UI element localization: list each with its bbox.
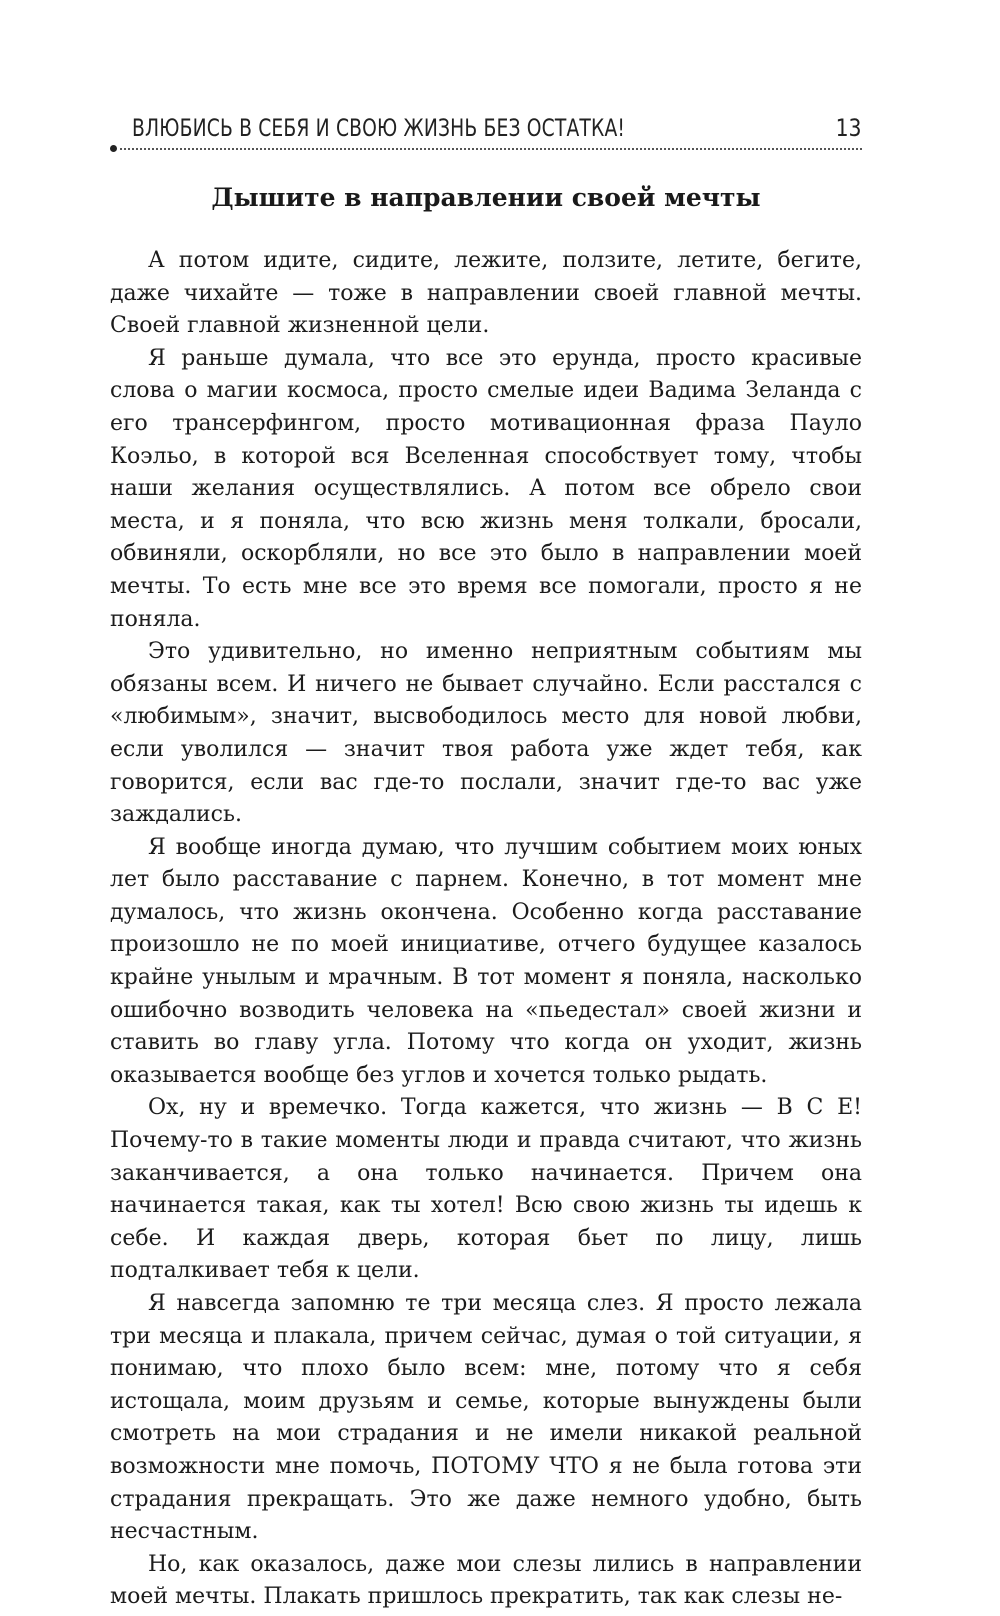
paragraph: Это удивительно, но именно неприятным событиям мы обязаны всем. И ничего не бывает случайно. Если расстался с «любимым», значит, высвободилось место для новой любви, если уволился — значит твоя работа уже ждет тебя, как говорится, если вас где-то послали, значит где-то вас уже заждались. xyxy=(110,639,862,828)
paragraph: Я вообще иногда думаю, что лучшим событием моих юных лет было расставание с парнем. Конечно, в тот момент мне думалось, что жизнь окончена. Особенно когда расставание произошло не по моей инициативе, отчего будущее казалось крайне унылым и мрачным. В тот момент я поняла, насколько ошибочно возводить человека на «пьедестал» своей жизни и ставить во главу угла. Потому что когда он уходит, жизнь оказывается вообще без углов и хочется только рыдать. xyxy=(110,834,862,1088)
header-dotted-rule xyxy=(110,145,862,153)
dotted-line xyxy=(120,148,862,150)
bullet-dot-icon xyxy=(110,145,117,152)
paragraph: Ох, ну и времечко. Тогда кажется, что жизнь — В С Е! Почему-то в такие моменты люди и правда считают, что жизнь заканчивается, а она только начинается. Причем она начинается такая, как ты хотел! Всю свою жизнь ты идешь к себе. И каждая дверь, которая бьет по лицу, лишь подталкивает тебя к цели. xyxy=(110,1095,862,1284)
page-number: 13 xyxy=(836,114,862,142)
body-text xyxy=(110,245,862,1614)
paragraph: Но, как оказалось, даже мои слезы лились в направлении моей мечты. Плакать пришлось прекратить, так как слезы не- xyxy=(110,1551,862,1610)
paragraph: А потом идите, сидите, лежите, ползите, летите, бегите, даже чихайте — тоже в направлении своей главной мечты. Своей главной жизненной цели. xyxy=(110,248,862,339)
running-title: ВЛЮБИСЬ В СЕБЯ И СВОЮ ЖИЗНЬ БЕЗ ОСТАТКА! xyxy=(132,114,626,142)
paragraph: Я навсегда запомню те три месяца слез. Я просто лежала три месяца и плакала, причем сейчас, думая о той ситуации, я понимаю, что плохо было всем: мне, потому что я себя истощала, моим друзьям и семье, которые вынуждены были смотреть на мои страдания и не имели никакой реальной возможности мне помочь, ПОТОМУ ЧТО я не была готова эти страдания прекращать. Это же даже немного удобно, быть несчастным. xyxy=(110,1291,862,1545)
section-heading: Дышите в направлении своей мечты xyxy=(211,183,761,212)
paragraph: Я раньше думала, что все это ерунда, просто красивые слова о магии космоса, просто смелые идеи Вадима Зеланда с его трансерфингом, просто мотивационная фраза Пауло Коэльо, в которой вся Вселенная способствует тому, чтобы наши желания осуществлялись. А потом все обрело свои места, и я поняла, что всю жизнь меня толкали, бросали, обвиняли, оскорбляли, но все это было в направлении моей мечты. То есть мне все это время все помогали, просто я не поняла. xyxy=(110,345,862,632)
